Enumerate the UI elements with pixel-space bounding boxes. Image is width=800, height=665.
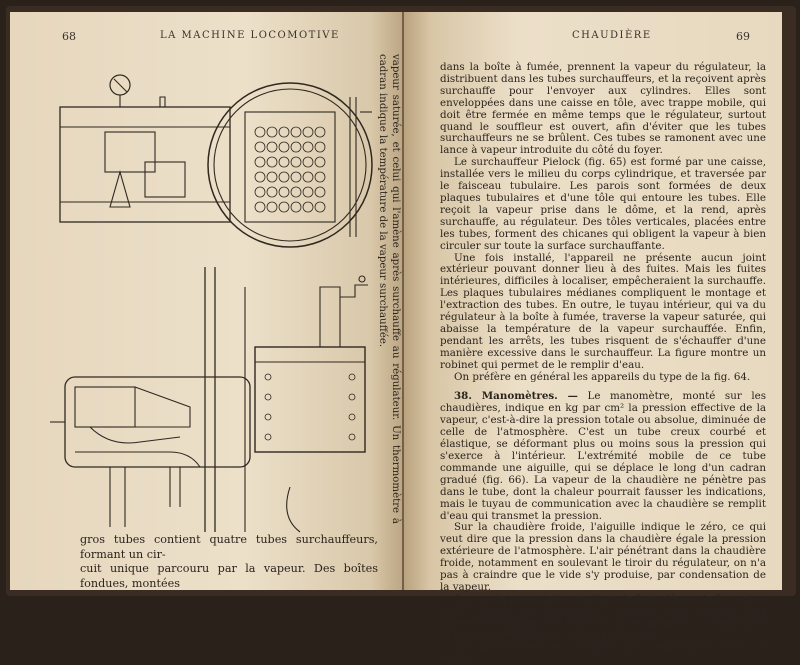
paragraph: Le surchauffeur Pielock (fig. 65) est formé par une caisse, installée vers le milieu du corps cylindrique, et traversée par le faisceau tubulaire. Les parois sont formées de deux plaques tubulaires et d'une tôle qui entoure les tubes. Elle reçoit la vapeur prise dans le dôme, et la rend, après surchauffe, au régulateur. Des tôles verticales, placées entre les tubes, forment des chicanes qui obligent la vapeur à bien circuler sur toute la surface surchauffante.	[440, 157, 766, 252]
section-paragraph-text: Le manomètre, monté sur les chaudières, indique en kg par cm² la pression effective de la vapeur, c'est-à-dire la pression totale ou absolue, diminuée de celle de l'atmosphère. C'est un tube creux courbé et élastique, se déformant plus ou moins sous la pression qui s'exerce à l'intérieur. L'extrémité mobile de ce tube commande une aiguille, qui se déplace le long d'un cadran gradué (fig. 66). La vapeur de la chaudière ne pénètre pas dans le tube, dont la chaleur pourrait fausser les indications, mais le tuyau de communication avec la chaudière se remplit d'eau qui transmet la pression.	[440, 390, 766, 521]
left-body-line-1: gros tubes contient quatre tubes surchauffeurs, formant un cir-	[80, 533, 378, 562]
right-body-text	[440, 62, 766, 665]
left-page-number: 68	[62, 30, 76, 43]
section-heading: 38. Manomètres. —	[454, 390, 578, 402]
figure-upper-view	[60, 75, 372, 247]
section-paragraph	[440, 391, 766, 522]
left-page	[10, 12, 402, 590]
paragraph: Une fois installé, l'appareil ne présente aucun joint extérieur pouvant donner lieu à des fuites. Mais les fuites intérieures, difficiles à localiser, empêcheraient la surchauffe. Les plaques tubulaires médianes compliquent le montage et l'extraction des tubes. En outre, le tuyau intérieur, qui va du régulateur à la boîte à fumée, traverse la vapeur saturée, qui abaisse la température de la vapeur surchauffée. Enfin, pendant les arrêts, les tubes risquent de s'échauffer d'une manière excessive dans le surchauffeur. La figure montre un robinet qui permet de le remplir d'eau.	[440, 253, 766, 372]
paragraph: Sur la chaudière froide, l'aiguille indique le zéro, ce qui veut dire que la pression dans la chaudière égale la pression extérieure de l'atmosphère. L'air pénétrant dans la chaudière froide, notamment en soulevant le tiroir du régulateur, on n'a pas à craindre que le vide s'y produise, par condensation de la vapeur.	[440, 522, 766, 593]
figure-caption: vapeur saturée, et celui qui l'amène après surchauffe au régulateur. Un thermomètre à cadran indique la température de la vapeur surchauffée.	[375, 54, 415, 524]
right-page-number: 69	[736, 30, 750, 43]
right-page	[404, 12, 782, 590]
right-running-head: CHAUDIÈRE	[572, 30, 652, 41]
left-body-line-2: cuit unique parcouru par la vapeur. Des boîtes fondues, montées	[80, 562, 378, 591]
paragraph: Les manomètres se vérifient par comparaison avec un mano-	[440, 642, 766, 665]
paragraph: Suivant la prescription de l'article 9 du décret du 9 octobre 1907, relatif aux appareils à vapeur, une marque très apparente indique, sur l'échelle du manomètre, la limite que la pression effective ne doit pas dépasser.	[440, 594, 766, 642]
superheater-figure	[50, 57, 372, 532]
figure-lower-view	[50, 267, 368, 532]
paragraph: On préfère en général les appareils du type de la fig. 64.	[440, 372, 766, 384]
paragraph: dans la boîte à fumée, prennent la vapeur du régulateur, la distribuent dans les tubes surchauffeurs, et la reçoivent après surchauffe pour l'envoyer aux cylindres. Elles sont enveloppées dans une caisse en tôle, avec trappe mobile, qui doit être fermée en même temps que le régulateur, surtout quand le souffleur est ouvert, afin d'éviter que les tubes surchauffeurs ne se brûlent. Ces tubes se ramonent avec une lance à vapeur introduite du côté du foyer.	[440, 62, 766, 157]
left-running-head: LA MACHINE LOCOMOTIVE	[160, 30, 340, 41]
left-body-text	[80, 533, 378, 591]
